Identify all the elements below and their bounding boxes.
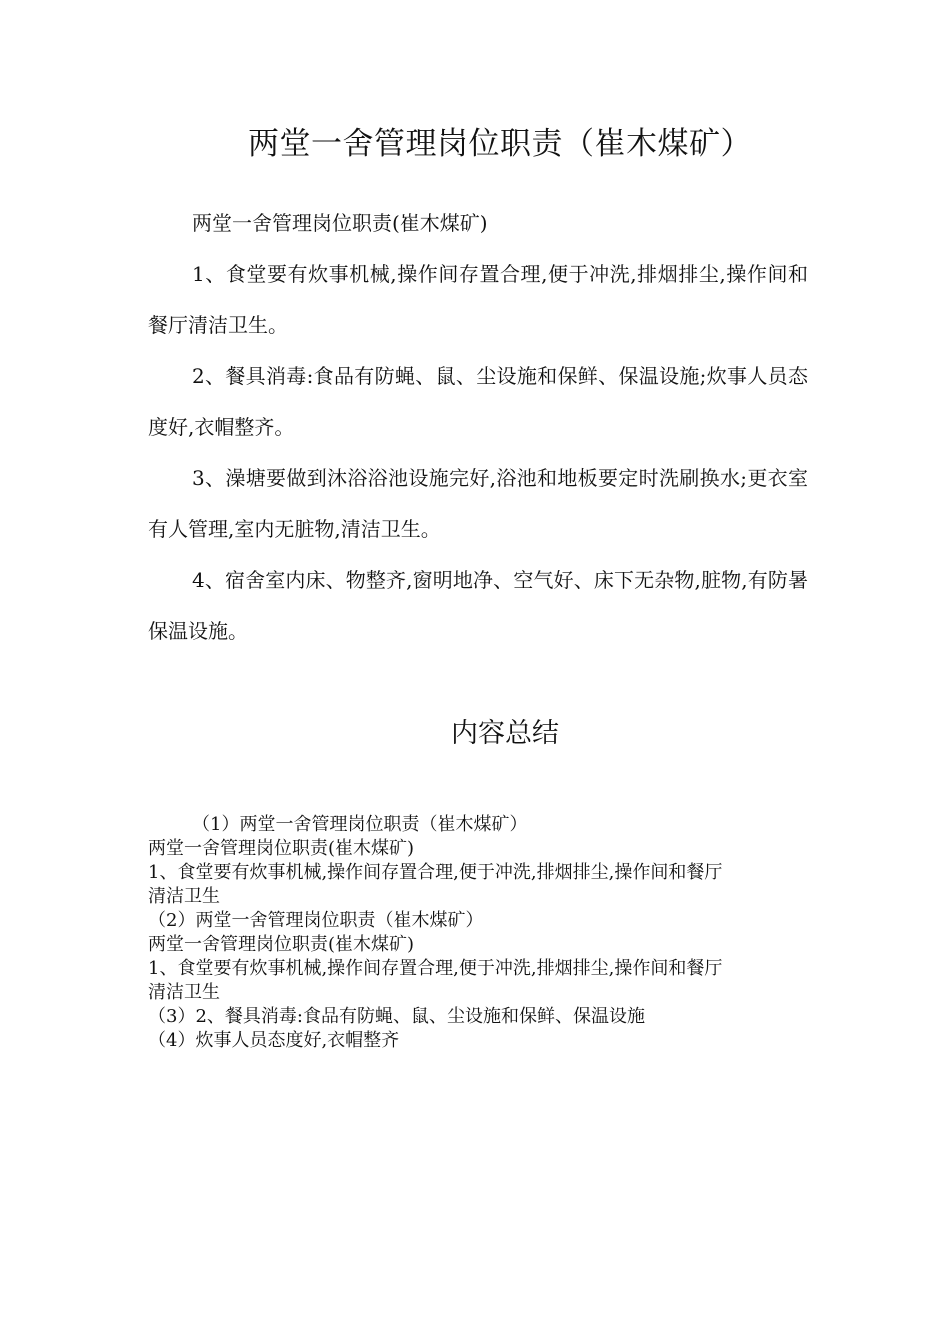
body-paragraph: 两堂一舍管理岗位职责(崔木煤矿)	[192, 211, 488, 235]
summary-heading: 内容总结	[451, 718, 559, 749]
summary-line: 清洁卫生	[148, 982, 220, 1003]
summary-line: 1、食堂要有炊事机械,操作间存置合理,便于冲洗,排烟排尘,操作间和餐厅	[148, 958, 723, 979]
summary-line: 1、食堂要有炊事机械,操作间存置合理,便于冲洗,排烟排尘,操作间和餐厅	[148, 862, 723, 883]
body-paragraph: 2、餐具消毒:食品有防蝇、鼠、尘设施和保鲜、保温设施;炊事人员态度好,衣帽整齐。	[148, 364, 808, 439]
summary-line: （2）两堂一舍管理岗位职责（崔木煤矿）	[148, 910, 484, 931]
summary-line: 两堂一舍管理岗位职责(崔木煤矿)	[148, 934, 415, 955]
document-title: 两堂一舍管理岗位职责（崔木煤矿）	[248, 126, 752, 162]
body-paragraph: 3、澡塘要做到沐浴浴池设施完好,浴池和地板要定时洗刷换水;更衣室有人管理,室内无脏物,清洁卫生。	[148, 466, 808, 541]
summary-section	[148, 813, 818, 1053]
summary-line: （4）炊事人员态度好,衣帽整齐	[148, 1030, 400, 1051]
summary-line: 清洁卫生	[148, 886, 220, 907]
summary-line: （3）2、餐具消毒:食品有防蝇、鼠、尘设施和保鲜、保温设施	[148, 1006, 645, 1027]
body-paragraph: 4、宿舍室内床、物整齐,窗明地净、空气好、床下无杂物,脏物,有防暑保温设施。	[148, 568, 808, 643]
body-paragraph: 1、食堂要有炊事机械,操作间存置合理,便于冲洗,排烟排尘,操作间和餐厅清洁卫生。	[148, 262, 808, 337]
document-body	[148, 198, 808, 657]
summary-line: 两堂一舍管理岗位职责(崔木煤矿)	[148, 838, 415, 859]
summary-line: （1）两堂一舍管理岗位职责（崔木煤矿）	[192, 814, 528, 835]
